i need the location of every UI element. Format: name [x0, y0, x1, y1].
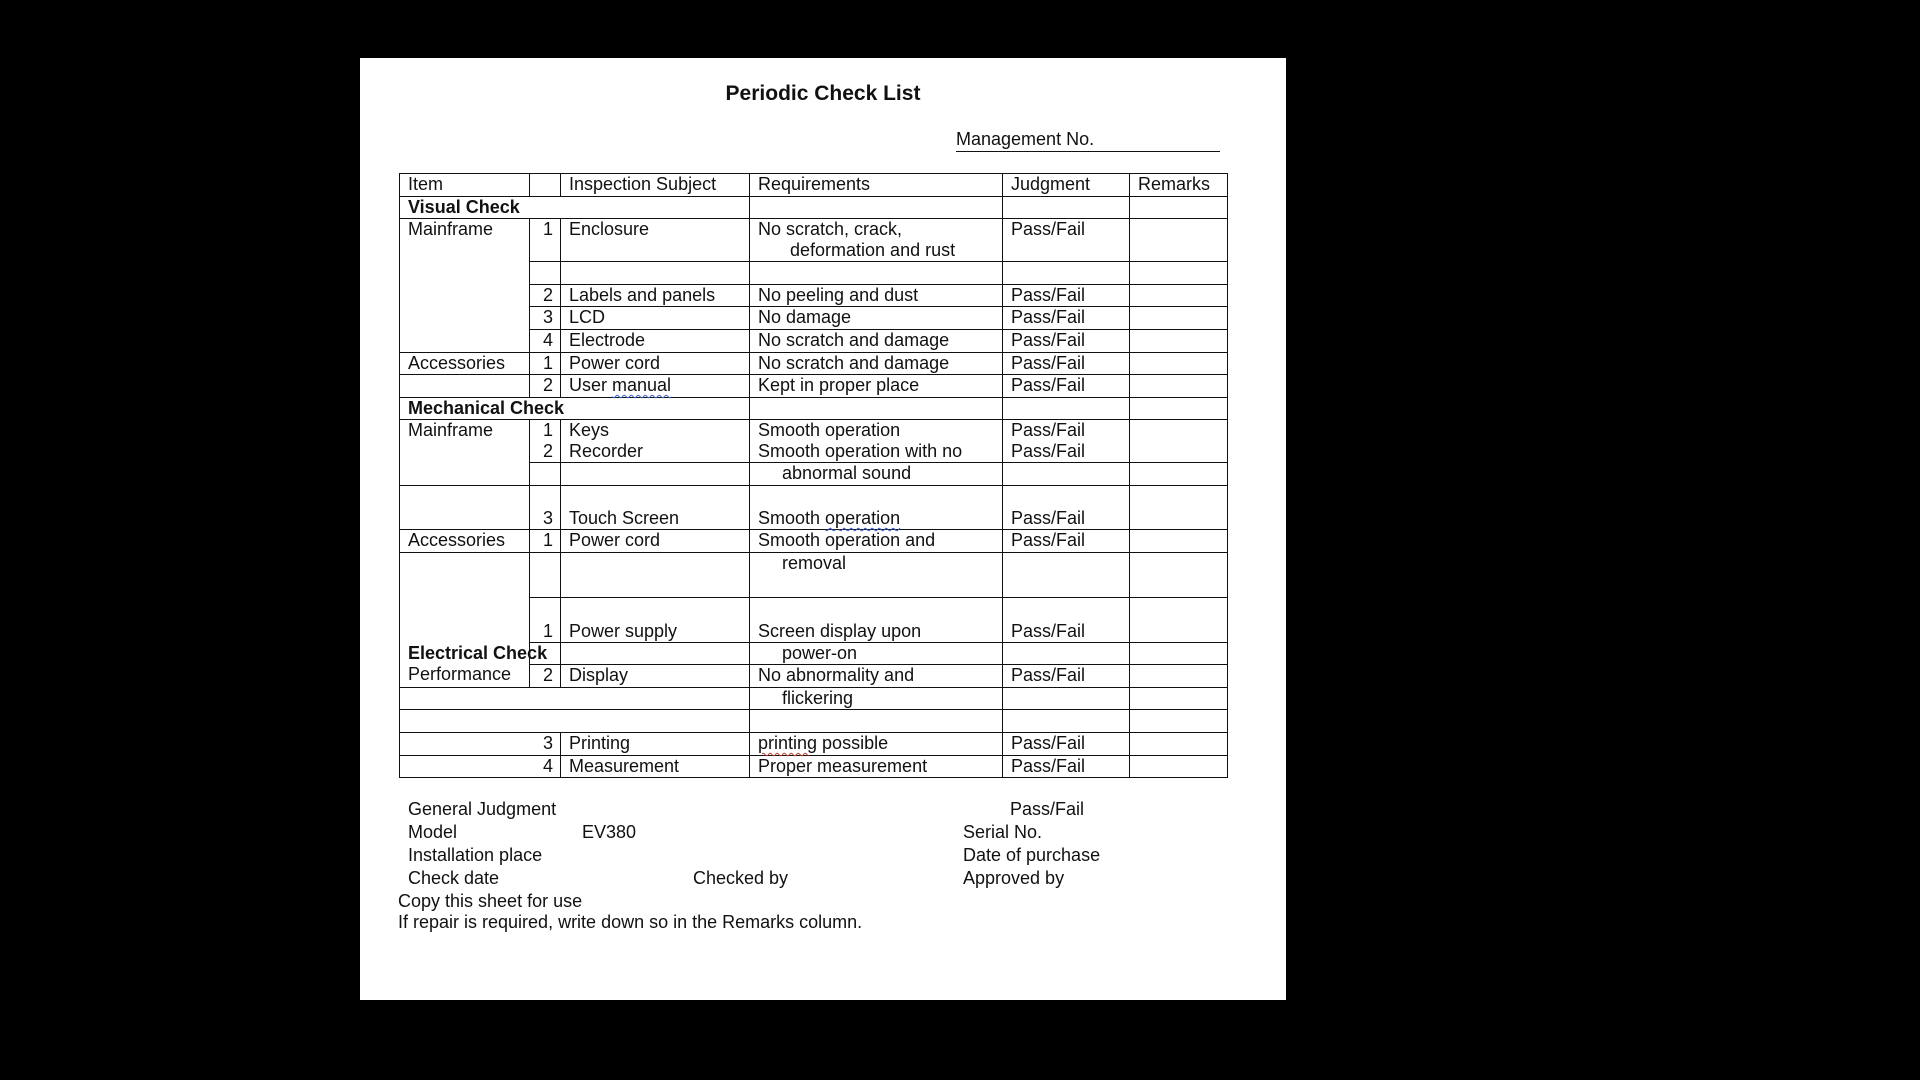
- header-subject: Inspection Subject: [561, 174, 750, 197]
- model-value: EV380: [582, 822, 637, 842]
- judgment: Pass/Fail: [1003, 597, 1130, 642]
- subject-display: Display: [561, 665, 750, 688]
- requirement: No abnormality and: [750, 665, 1003, 688]
- requirement: No peeling and dust: [750, 284, 1003, 307]
- header-requirements: Requirements: [750, 174, 1003, 197]
- table-row: Mainframe 1 Enclosure No scratch, crack, deformation and rust Pass/Fail: [400, 219, 1228, 262]
- table-row: Accessories 1 Power cord No scratch and damage Pass/Fail: [400, 352, 1228, 375]
- check-table: [399, 173, 1228, 778]
- remarks-cell[interactable]: [1130, 687, 1228, 710]
- requirement: Kept in proper place: [750, 375, 1003, 398]
- subject-enclosure: Enclosure: [561, 219, 750, 262]
- item-accessories: Accessories: [400, 529, 530, 552]
- date-of-purchase-label: Date of purchase: [963, 845, 1101, 865]
- remarks-cell[interactable]: [1130, 329, 1228, 352]
- judgment: Pass/Fail: [1003, 529, 1130, 552]
- checked-by-label: Checked by: [693, 868, 789, 888]
- subject-electrode: Electrode: [561, 329, 750, 352]
- subject-power-supply: Power supply: [561, 597, 750, 642]
- subject-power-cord: Power cord: [561, 352, 750, 375]
- table-row: [400, 552, 1228, 597]
- remarks-cell[interactable]: [1130, 307, 1228, 330]
- remarks-cell[interactable]: [1130, 665, 1228, 688]
- table-row: 3 Printing printing possible Pass/Fail: [400, 732, 1228, 755]
- installation-place-label: Installation place: [408, 845, 543, 865]
- table-row: 2 User manual Kept in proper place Pass/Fail: [400, 375, 1228, 398]
- judgment: Pass/Fail: [1003, 284, 1130, 307]
- item-accessories: Accessories: [400, 352, 530, 375]
- table-row: 1 Power supply Screen display upon Pass/Fail: [400, 597, 1228, 642]
- header-remarks: Remarks: [1130, 174, 1228, 197]
- note-copy: Copy this sheet for use: [398, 891, 583, 911]
- requirement: printing possible: [750, 732, 1003, 755]
- subject-touch-screen: Touch Screen: [561, 485, 750, 529]
- remarks-cell[interactable]: [1130, 352, 1228, 375]
- header-no: [530, 174, 561, 197]
- table-row: 2 Labels and panels No peeling and dust Pass/Fail: [400, 284, 1228, 307]
- remarks-cell[interactable]: [1130, 597, 1228, 642]
- table-row: 2 Display No abnormality and Pass/Fail: [400, 665, 1228, 688]
- section-visual-check: Visual Check: [400, 196, 750, 219]
- judgment: Pass/Fail: [1003, 329, 1130, 352]
- header-row: [400, 174, 1228, 197]
- requirement: power-on: [750, 642, 1003, 665]
- remarks-cell[interactable]: [1130, 284, 1228, 307]
- subject-lcd: LCD: [561, 307, 750, 330]
- subject-power-cord: Power cord: [561, 529, 750, 552]
- judgment: Pass/Fail: [1003, 755, 1130, 778]
- requirement: No damage: [750, 307, 1003, 330]
- requirement: abnormal sound: [750, 463, 1003, 486]
- subject-user-manual: User manual: [561, 375, 750, 398]
- remarks-cell[interactable]: [1130, 485, 1228, 529]
- remarks-cell[interactable]: [1130, 755, 1228, 778]
- requirement: Smooth operation: [750, 485, 1003, 529]
- section-mechanical-check: Mechanical Check: [400, 397, 750, 420]
- remarks-cell[interactable]: [1130, 552, 1228, 597]
- table-row: 4 Measurement Proper measurement Pass/Fail: [400, 755, 1228, 778]
- judgment: Pass/Fail: [1003, 485, 1130, 529]
- requirement: Screen display upon: [750, 597, 1003, 642]
- remarks-cell[interactable]: [1130, 420, 1228, 463]
- requirement: No scratch and damage: [750, 352, 1003, 375]
- judgment: Pass/Fail: [1003, 219, 1130, 262]
- remarks-cell[interactable]: [1130, 642, 1228, 665]
- requirement: Smooth operation Smooth operation with no: [750, 420, 1003, 463]
- serial-no-label: Serial No.: [963, 822, 1043, 842]
- check-date-label: Check date: [408, 868, 500, 888]
- remarks-cell[interactable]: [1130, 529, 1228, 552]
- judgment: Pass/Fail: [1003, 352, 1130, 375]
- table-row: Mainframe 1 2 Keys Recorder Smooth operation Smooth operation with no Pass/Fail Pass/Fail: [400, 420, 1228, 463]
- judgment: Pass/Fail: [1003, 307, 1130, 330]
- header-judgment: Judgment: [1003, 174, 1130, 197]
- judgment: Pass/Fail: [1003, 665, 1130, 688]
- approved-by-label: Approved by: [963, 868, 1065, 888]
- subject-keys-recorder: Keys Recorder: [561, 420, 750, 463]
- judgment: Pass/Fail: [1003, 732, 1130, 755]
- remarks-cell[interactable]: [1130, 463, 1228, 486]
- table-row: 3 Touch Screen Smooth operation Pass/Fail: [400, 485, 1228, 529]
- remarks-cell[interactable]: [1130, 219, 1228, 262]
- page-title: Periodic Check List: [725, 82, 921, 105]
- table-row: 3 LCD No damage Pass/Fail: [400, 307, 1228, 330]
- requirement: removal: [750, 552, 1003, 597]
- remarks-cell[interactable]: [1130, 710, 1228, 733]
- section-row: [400, 196, 1228, 219]
- table-row: 4 Electrode No scratch and damage Pass/Fail: [400, 329, 1228, 352]
- section-electrical-check: Electrical Check Performance: [400, 552, 530, 687]
- header-item: Item: [400, 174, 530, 197]
- subject-printing: Printing: [561, 732, 750, 755]
- requirement: Smooth operation and: [750, 529, 1003, 552]
- judgment: Pass/Fail: [1003, 375, 1130, 398]
- check-list-sheet: [360, 58, 1286, 1000]
- remarks-cell[interactable]: [1130, 732, 1228, 755]
- general-judgment-value: Pass/Fail: [1010, 799, 1085, 819]
- model-label: Model: [408, 822, 458, 842]
- remarks-cell[interactable]: [1130, 375, 1228, 398]
- requirement: No scratch and damage: [750, 329, 1003, 352]
- subject-labels: Labels and panels: [561, 284, 750, 307]
- item-mainframe: Mainframe: [400, 219, 530, 352]
- requirement: flickering: [750, 687, 1003, 710]
- section-row: [400, 397, 1228, 420]
- remarks-cell[interactable]: [1130, 262, 1228, 285]
- table-row: [400, 687, 1228, 710]
- note-repair: If repair is required, write down so in the Remarks column.: [398, 912, 863, 932]
- management-no-field: Management No.: [956, 129, 1220, 152]
- table-row: Accessories 1 Power cord Smooth operation and Pass/Fail: [400, 529, 1228, 552]
- table-row: [400, 710, 1228, 733]
- judgment: Pass/Fail Pass/Fail: [1003, 420, 1130, 463]
- general-judgment-label: General Judgment: [408, 799, 557, 819]
- subject-measurement: Measurement: [561, 755, 750, 778]
- item-mainframe: Mainframe: [400, 420, 530, 486]
- requirement: Proper measurement: [750, 755, 1003, 778]
- requirement: No scratch, crack, deformation and rust: [750, 219, 1003, 262]
